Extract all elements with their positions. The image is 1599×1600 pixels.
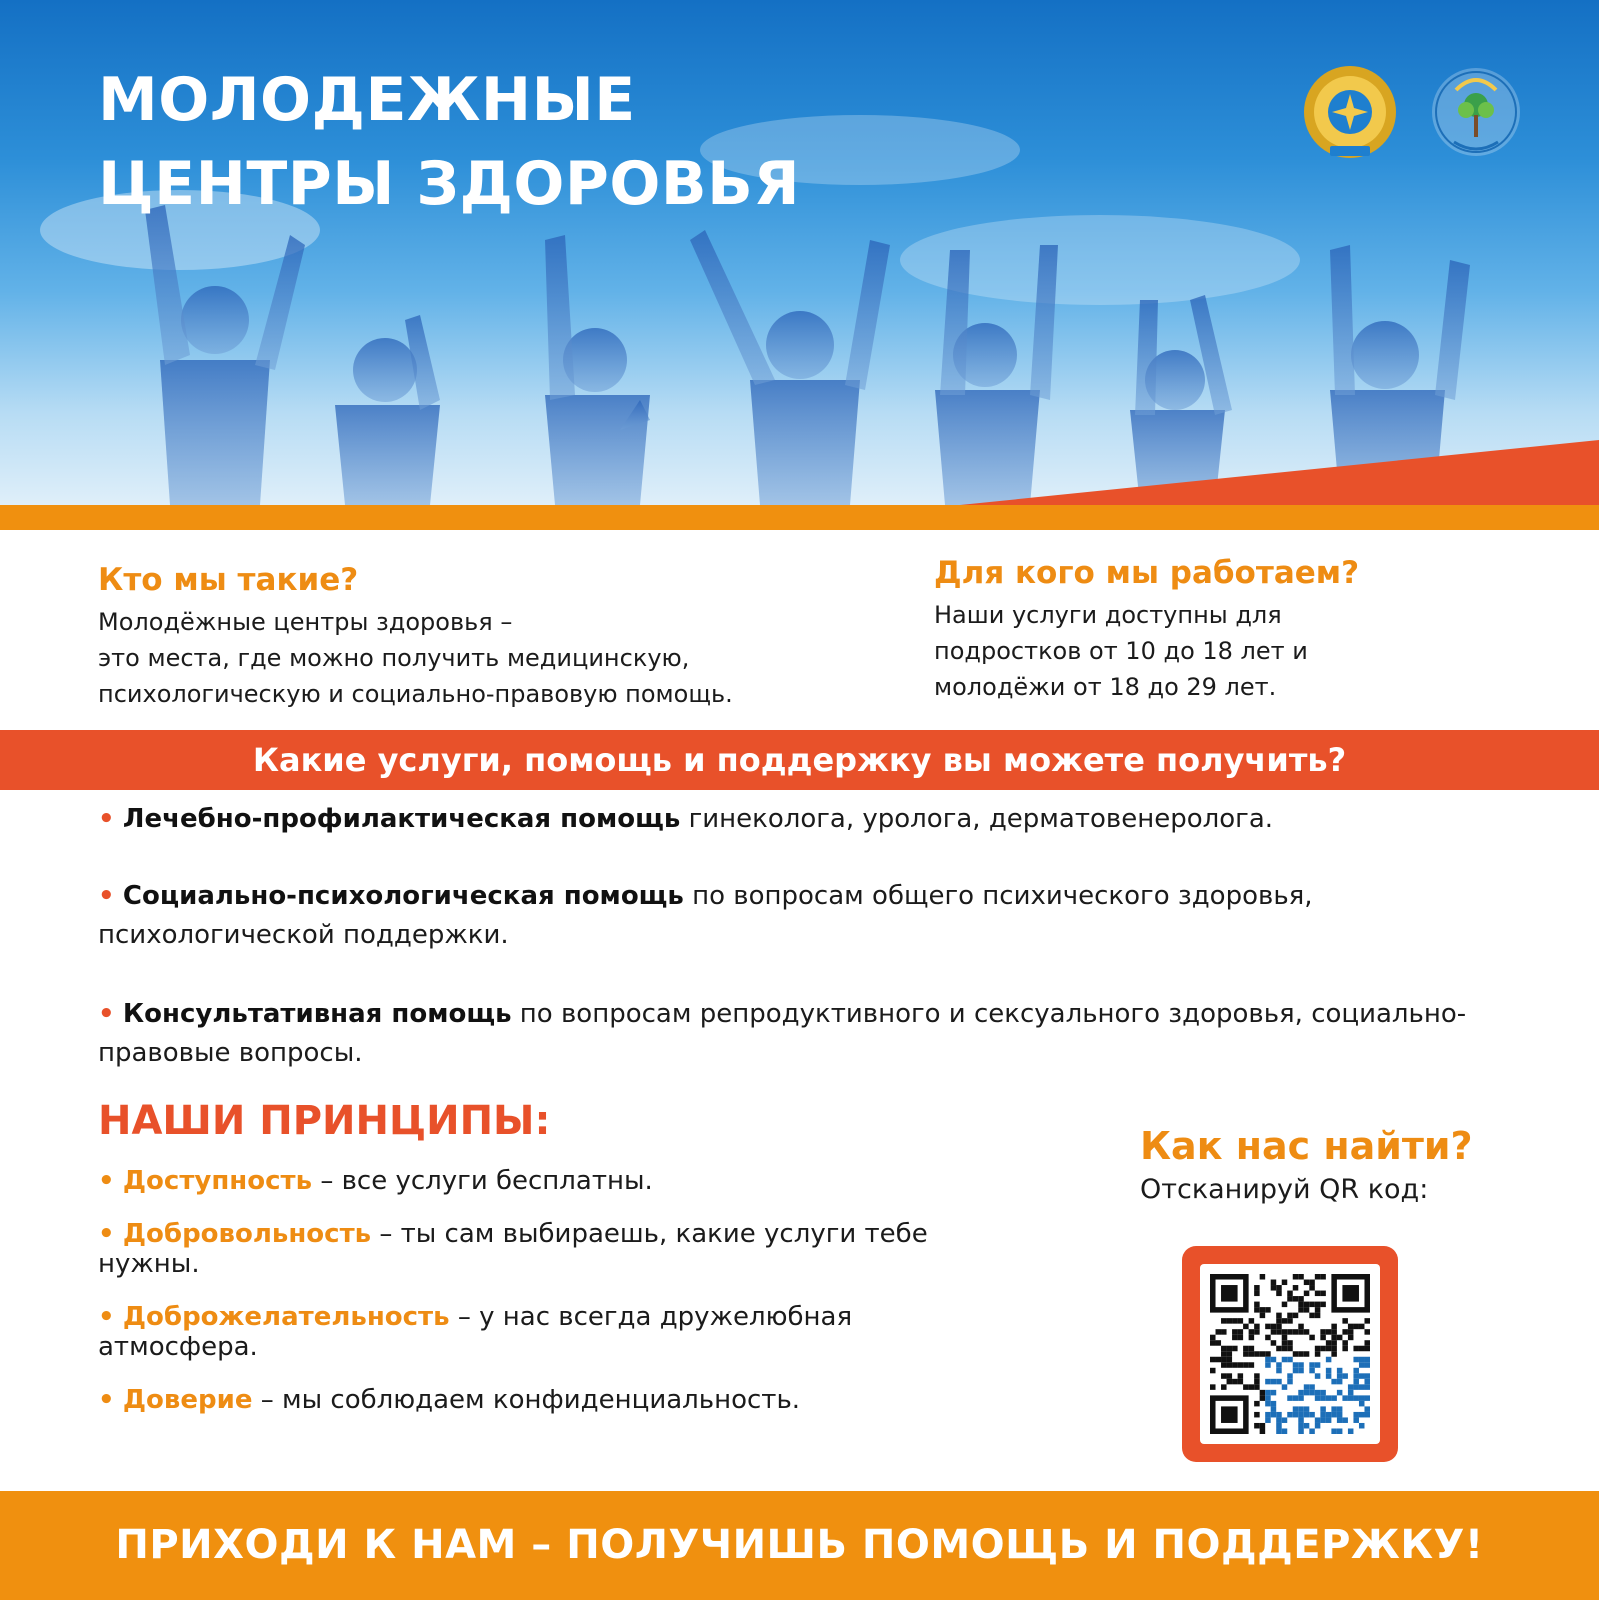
- service-desc: гинеколога, уролога, дерматовенеролога.: [680, 804, 1274, 834]
- for-whom-section: [934, 553, 1554, 705]
- principles-list: [98, 1166, 958, 1438]
- who-line: психологическую и социально-правовую помощь.: [98, 680, 733, 708]
- list-item: [98, 1166, 958, 1196]
- find-us-heading: Как нас найти?: [1140, 1124, 1473, 1168]
- bullet-icon: •: [98, 1385, 115, 1415]
- hero-title-line2: ЦЕНТРЫ ЗДОРОВЬЯ: [98, 149, 801, 219]
- for-whom-line: Наши услуги доступны для: [934, 601, 1282, 629]
- qr-code-icon[interactable]: [1200, 1264, 1380, 1444]
- principle-desc: – все услуги бесплатны.: [312, 1166, 653, 1196]
- who-line: это места, где можно получить медицинскую,: [98, 644, 690, 672]
- list-item: [98, 1385, 958, 1415]
- find-us-subtitle: Отсканируй QR код:: [1140, 1174, 1429, 1205]
- service-term: Лечебно-профилактическая помощь: [122, 804, 681, 834]
- principle-desc: – мы соблюдаем конфиденциальность.: [252, 1385, 801, 1415]
- for-whom-line: подростков от 10 до 18 лет и: [934, 637, 1308, 665]
- principle-term: Доброжелательность: [122, 1302, 450, 1332]
- footer-banner: ПРИХОДИ К НАМ – ПОЛУЧИШЬ ПОМОЩЬ И ПОДДЕРЖКУ!: [0, 1491, 1599, 1600]
- youth-health-organization-logo-icon: [1426, 60, 1526, 165]
- service-term: Социально-психологическая помощь: [122, 881, 684, 911]
- principles-heading: НАШИ ПРИНЦИПЫ:: [98, 1098, 551, 1144]
- principle-term: Доверие: [122, 1385, 253, 1415]
- principle-term: Доступность: [122, 1166, 313, 1196]
- for-whom-line: молодёжи от 18 до 29 лет.: [934, 673, 1277, 701]
- who-we-are-heading: Кто мы такие?: [98, 562, 359, 598]
- list-item: [98, 1219, 958, 1279]
- list-item: [98, 1302, 958, 1362]
- hero-title: [98, 58, 800, 226]
- bullet-icon: •: [98, 1302, 115, 1332]
- bullet-icon: •: [98, 881, 115, 911]
- who-line: Молодёжные центры здоровья –: [98, 608, 513, 636]
- bullet-icon: •: [98, 1166, 115, 1196]
- qr-code-container: [1200, 1264, 1380, 1444]
- principle-desc: – у нас всегда дружелюбная атмосфера.: [98, 1302, 853, 1362]
- hero-title-line1: МОЛОДЕЖНЫЕ: [98, 65, 636, 135]
- services-banner: Какие услуги, помощь и поддержку вы можете получить?: [0, 730, 1599, 790]
- service-desc: по вопросам общего психического здоровья, психологической поддержки.: [98, 881, 1313, 950]
- for-whom-text: [934, 597, 1554, 705]
- bullet-icon: •: [98, 999, 115, 1029]
- bullet-icon: •: [98, 1219, 115, 1249]
- service-term: Консультативная помощь: [122, 999, 512, 1029]
- hero-banner: [0, 0, 1599, 530]
- services-list: [98, 800, 1518, 1113]
- who-we-are-text: [98, 604, 858, 712]
- for-whom-heading: Для кого мы работаем?: [934, 555, 1360, 591]
- list-item: [98, 800, 1518, 839]
- principle-desc: – ты сам выбираешь, какие услуги тебе нужны.: [98, 1219, 928, 1279]
- kazakhstan-state-emblem-icon: [1300, 60, 1400, 165]
- bullet-icon: •: [98, 804, 115, 834]
- service-desc: по вопросам репродуктивного и сексуального здоровья, социально-правовые вопросы.: [98, 999, 1467, 1068]
- list-item: [98, 995, 1518, 1073]
- list-item: [98, 877, 1518, 955]
- qr-code-frame[interactable]: [1182, 1246, 1398, 1462]
- who-we-are-section: [98, 560, 858, 712]
- principle-term: Добровольность: [122, 1219, 372, 1249]
